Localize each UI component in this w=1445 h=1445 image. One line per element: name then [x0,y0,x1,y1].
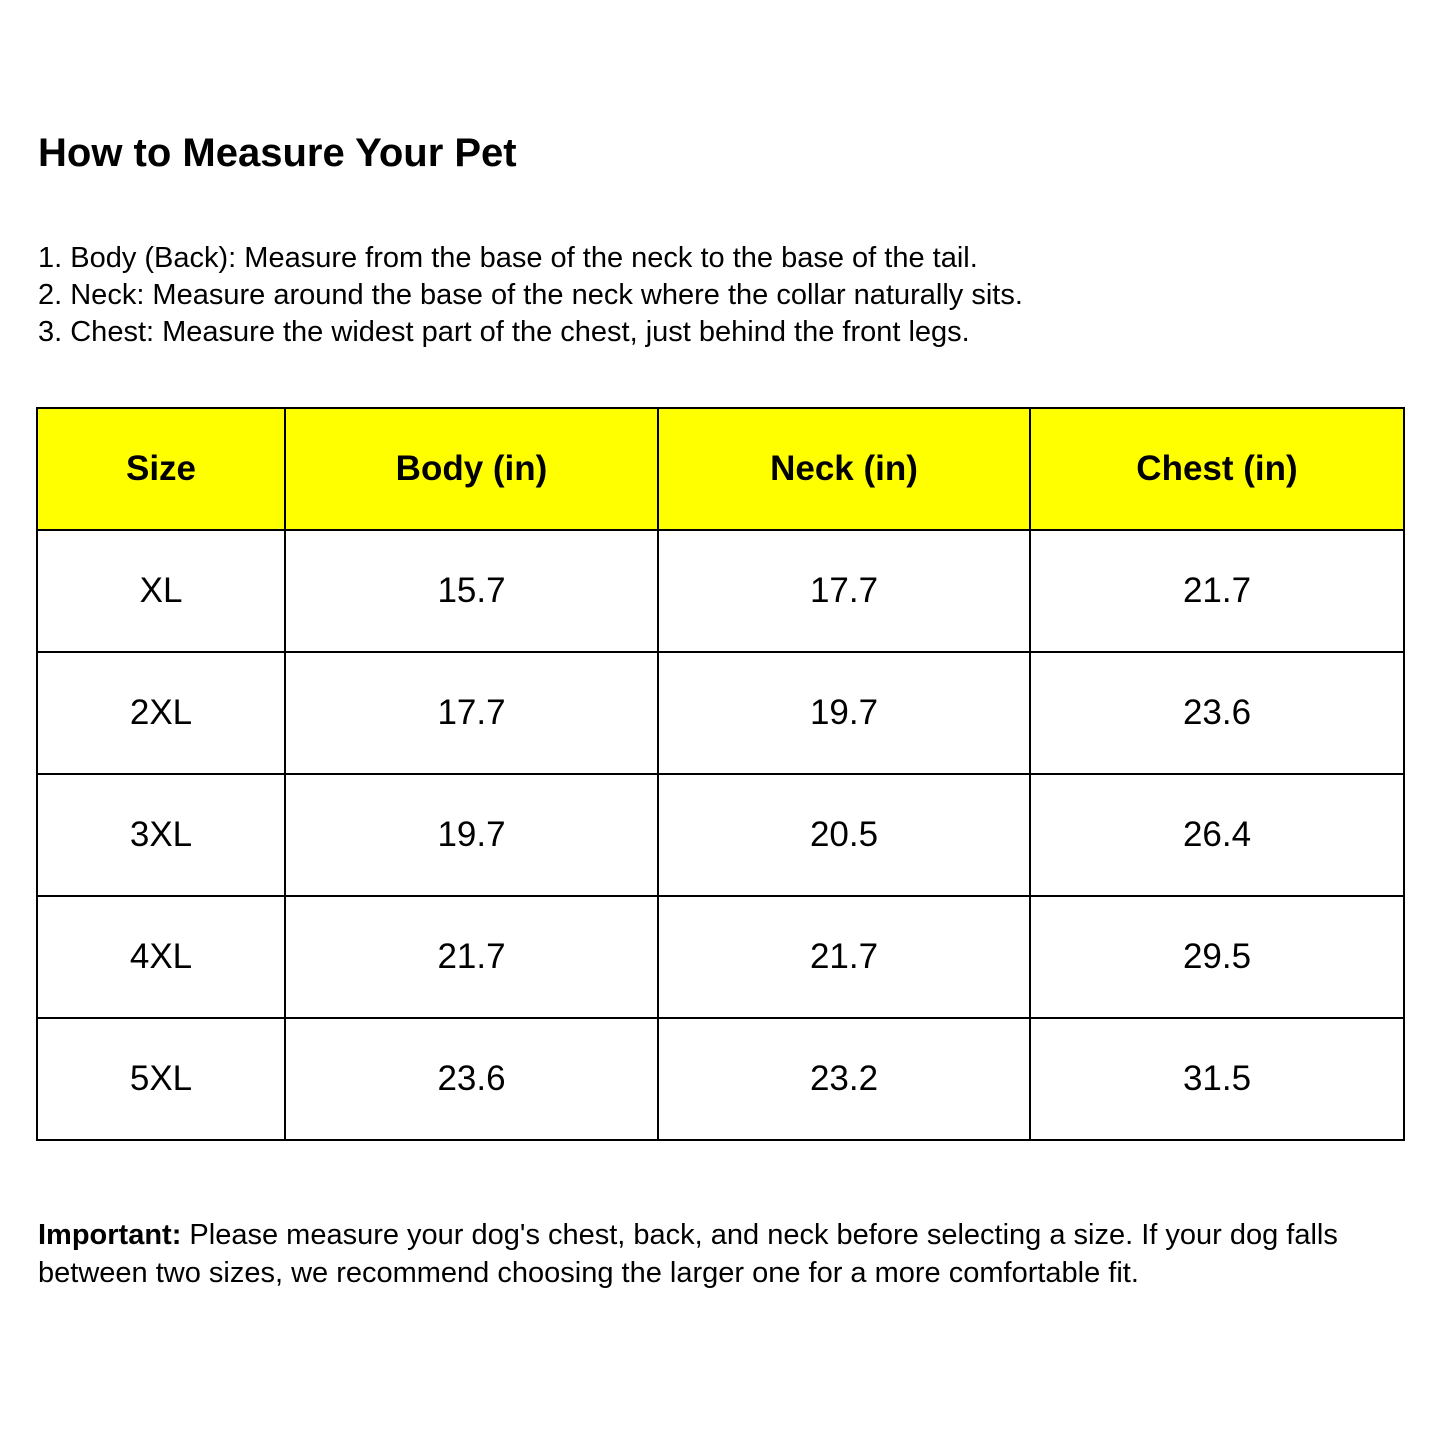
cell-neck: 17.7 [658,530,1030,652]
note-text: Please measure your dog's chest, back, and neck before selecting a size. If your dog falls between two sizes, we recommend choosing the larger one for a more comfortable fit. [38,1219,1338,1289]
cell-neck: 21.7 [658,896,1030,1018]
cell-neck: 23.2 [658,1018,1030,1140]
size-chart-table [36,407,1405,1141]
header-body: Body (in) [285,408,658,530]
cell-body: 23.6 [285,1018,658,1140]
cell-body: 15.7 [285,530,658,652]
table-row [37,530,1404,652]
cell-chest: 23.6 [1030,652,1404,774]
cell-size: 2XL [37,652,285,774]
instruction-body: 1. Body (Back): Measure from the base of the neck to the base of the tail. [38,242,978,274]
instruction-neck: 2. Neck: Measure around the base of the neck where the collar naturally sits. [38,279,1023,311]
cell-body: 17.7 [285,652,658,774]
cell-neck: 20.5 [658,774,1030,896]
cell-chest: 26.4 [1030,774,1404,896]
cell-size: XL [37,530,285,652]
measurement-instructions [38,240,1023,351]
header-chest: Chest (in) [1030,408,1404,530]
cell-chest: 29.5 [1030,896,1404,1018]
cell-size: 3XL [37,774,285,896]
cell-chest: 31.5 [1030,1018,1404,1140]
header-size: Size [37,408,285,530]
cell-size: 4XL [37,896,285,1018]
table-row [37,896,1404,1018]
table-row [37,652,1404,774]
page-title: How to Measure Your Pet [38,131,517,175]
cell-size: 5XL [37,1018,285,1140]
cell-chest: 21.7 [1030,530,1404,652]
table-header-row [37,408,1404,530]
cell-neck: 19.7 [658,652,1030,774]
table-row [37,1018,1404,1140]
table-row [37,774,1404,896]
instruction-chest: 3. Chest: Measure the widest part of the chest, just behind the front legs. [38,316,970,348]
note-label: Important: [38,1219,182,1251]
cell-body: 21.7 [285,896,658,1018]
important-note [38,1216,1408,1292]
cell-body: 19.7 [285,774,658,896]
header-neck: Neck (in) [658,408,1030,530]
